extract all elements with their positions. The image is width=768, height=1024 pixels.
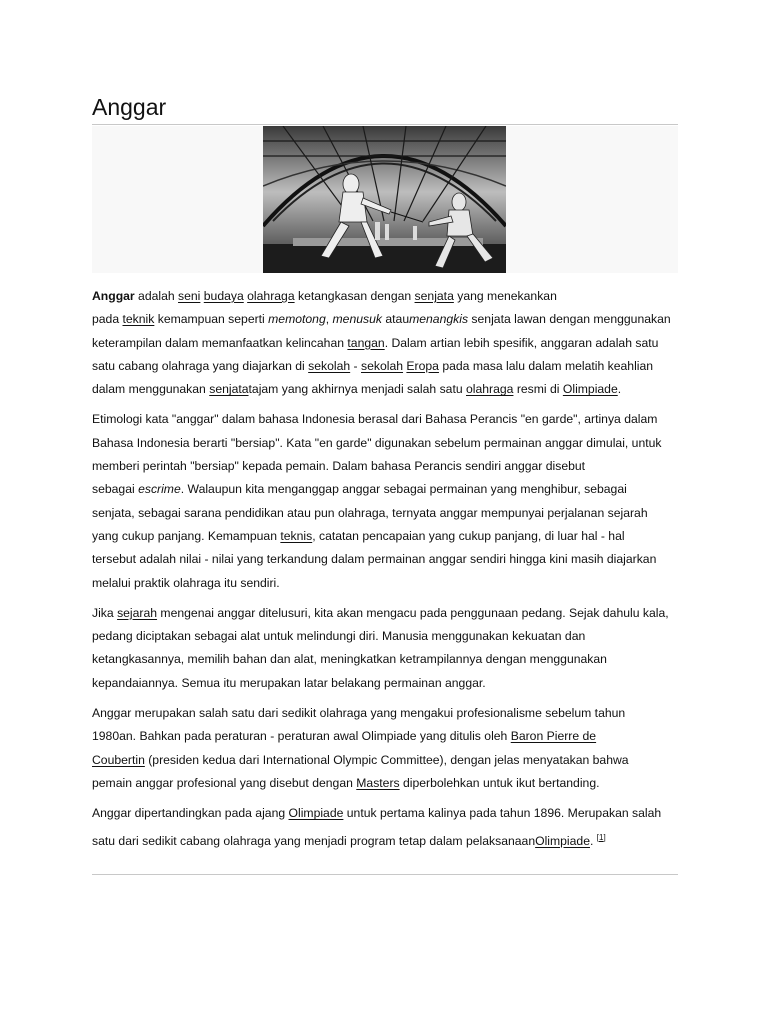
text-run: . [617, 382, 622, 397]
wiki-link[interactable]: sekolah [308, 358, 351, 373]
text-run: keterampilan dalam memanfaatkan kelincahan [92, 335, 348, 350]
bold-term: Anggar [92, 289, 135, 303]
paragraph-olympics [92, 802, 678, 853]
wiki-link[interactable]: seni [178, 289, 201, 303]
text-run: ketangkasannya, memilih bahan dan alat, meningkatkan ketrampilannya dengan menggunakan [92, 652, 607, 667]
wiki-link[interactable]: teknis [280, 528, 313, 543]
text-run: kemampuan seperti [154, 312, 269, 327]
paragraph-etymology [92, 408, 678, 594]
text-run: Anggar merupakan salah satu dari sedikit olahraga yang mengakui profesionalisme sebelum tahun [92, 706, 626, 721]
text-run: , [325, 312, 333, 327]
citation-link[interactable]: [1] [596, 832, 606, 842]
fencing-photo[interactable] [263, 126, 506, 273]
text-run: mengenai anggar ditelusuri, kita akan mengacu pada penggunaan pedang. Sejak dahulu kala, [157, 605, 669, 620]
paragraph-definition [92, 285, 678, 401]
text-run: tajam yang akhirnya menjadi salah satu [248, 382, 466, 397]
wiki-link[interactable]: budaya [203, 289, 244, 303]
wiki-link[interactable]: olahraga [466, 382, 514, 397]
text-run: - [350, 358, 362, 373]
text-run: , catatan pencapaian yang cukup panjang, di luar hal - hal [312, 528, 625, 543]
wiki-link[interactable]: senjata [209, 382, 249, 397]
wiki-link[interactable]: sejarah [117, 605, 158, 620]
text-run: pada [92, 312, 123, 327]
wiki-link[interactable]: sekolah [361, 358, 404, 373]
article-body [92, 285, 678, 853]
text-run: pedang diciptakan sebagai alat untuk melindungi diri. Manusia menggunakan kekuatan dan [92, 629, 586, 644]
wiki-link[interactable]: Olimpiade [535, 833, 590, 848]
wiki-link[interactable]: Olimpiade [562, 382, 618, 397]
italic-text: memotong [268, 312, 326, 327]
text-run: sebagai [92, 482, 139, 497]
wiki-link[interactable]: olahraga [247, 289, 295, 303]
text-run: yang cukup panjang. Kemampuan [92, 528, 281, 543]
text-run: resmi di [513, 382, 563, 397]
lead-image-container [92, 126, 678, 273]
text-run: diperbolehkan untuk ikut bertanding. [399, 775, 600, 790]
wiki-link[interactable]: Coubertin [92, 752, 145, 767]
italic-text: menusuk [332, 312, 382, 327]
italic-text: escrime [138, 482, 181, 497]
bottom-divider [92, 874, 678, 875]
wiki-link[interactable]: senjata [414, 289, 454, 303]
text-run: memberi perintah "bersiap" kepada pemain. Dalam bahasa Perancis sendiri anggar disebut [92, 459, 586, 474]
page-title: Anggar [92, 92, 678, 125]
text-run: ketangkasan dengan [294, 289, 415, 303]
wiki-link[interactable]: teknik [122, 312, 155, 327]
text-run: . Dalam artian lebih spesifik, anggaran adalah satu [384, 335, 659, 350]
text-run: . [589, 833, 597, 848]
wiki-link[interactable]: Olimpiade [288, 806, 344, 821]
text-run: satu cabang olahraga yang diajarkan di [92, 358, 309, 373]
text-run: atau [381, 312, 410, 327]
wiki-link[interactable]: tangan [347, 335, 385, 350]
text-run: adalah [134, 289, 179, 303]
text-run: Etimologi kata "anggar" dalam bahasa Indonesia berasal dari Bahasa Perancis "en garde", artinya dalam [92, 412, 658, 427]
text-run: yang menekankan [453, 289, 557, 303]
italic-text: menangkis [409, 312, 469, 327]
text-run: tersebut adalah nilai - nilai yang terkandung dalam permainan anggar sendiri hingga kini masih diajarkan [92, 552, 657, 567]
text-run: pada masa lalu dalam melatih keahlian [438, 358, 654, 373]
text-run: dalam menggunakan [92, 382, 210, 397]
text-run: untuk pertama kalinya pada tahun 1896. Merupakan salah [343, 806, 662, 821]
text-run: senjata, sebagai sarana pendidikan atau pun olahraga, ternyata anggar mempunyai perjalanan sejarah [92, 505, 648, 520]
text-run: melalui praktik olahraga itu sendiri. [92, 575, 280, 590]
text-run: (presiden kedua dari International Olympic Committee), dengan jelas menyatakan bahwa [144, 752, 629, 767]
text-run: satu dari sedikit cabang olahraga yang menjadi program tetap dalam pelaksanaan [92, 833, 536, 848]
text-run: senjata lawan dengan menggunakan [468, 312, 671, 327]
paragraph-history [92, 602, 678, 695]
wiki-link[interactable]: Baron Pierre de [510, 729, 597, 744]
text-run: Bahasa Indonesia berarti "bersiap". Kata "en garde" digunakan sebelum permainan anggar dimulai, untuk [92, 435, 662, 450]
text-run: . Walaupun kita menganggap anggar sebagai permainan yang menghibur, sebagai [180, 482, 627, 497]
wiki-link[interactable]: Masters [356, 775, 400, 790]
paragraph-professionalism [92, 702, 678, 795]
text-run: Anggar dipertandingkan pada ajang [92, 806, 289, 821]
wiki-link[interactable]: Eropa [406, 358, 439, 373]
text-run: 1980an. Bahkan pada peraturan - peraturan awal Olimpiade yang ditulis oleh [92, 729, 511, 744]
text-run: pemain anggar profesional yang disebut dengan [92, 775, 357, 790]
text-run: kepandaiannya. Semua itu merupakan latar belakang permainan anggar. [92, 675, 486, 690]
text-run: Jika [92, 605, 118, 620]
article [92, 92, 678, 860]
